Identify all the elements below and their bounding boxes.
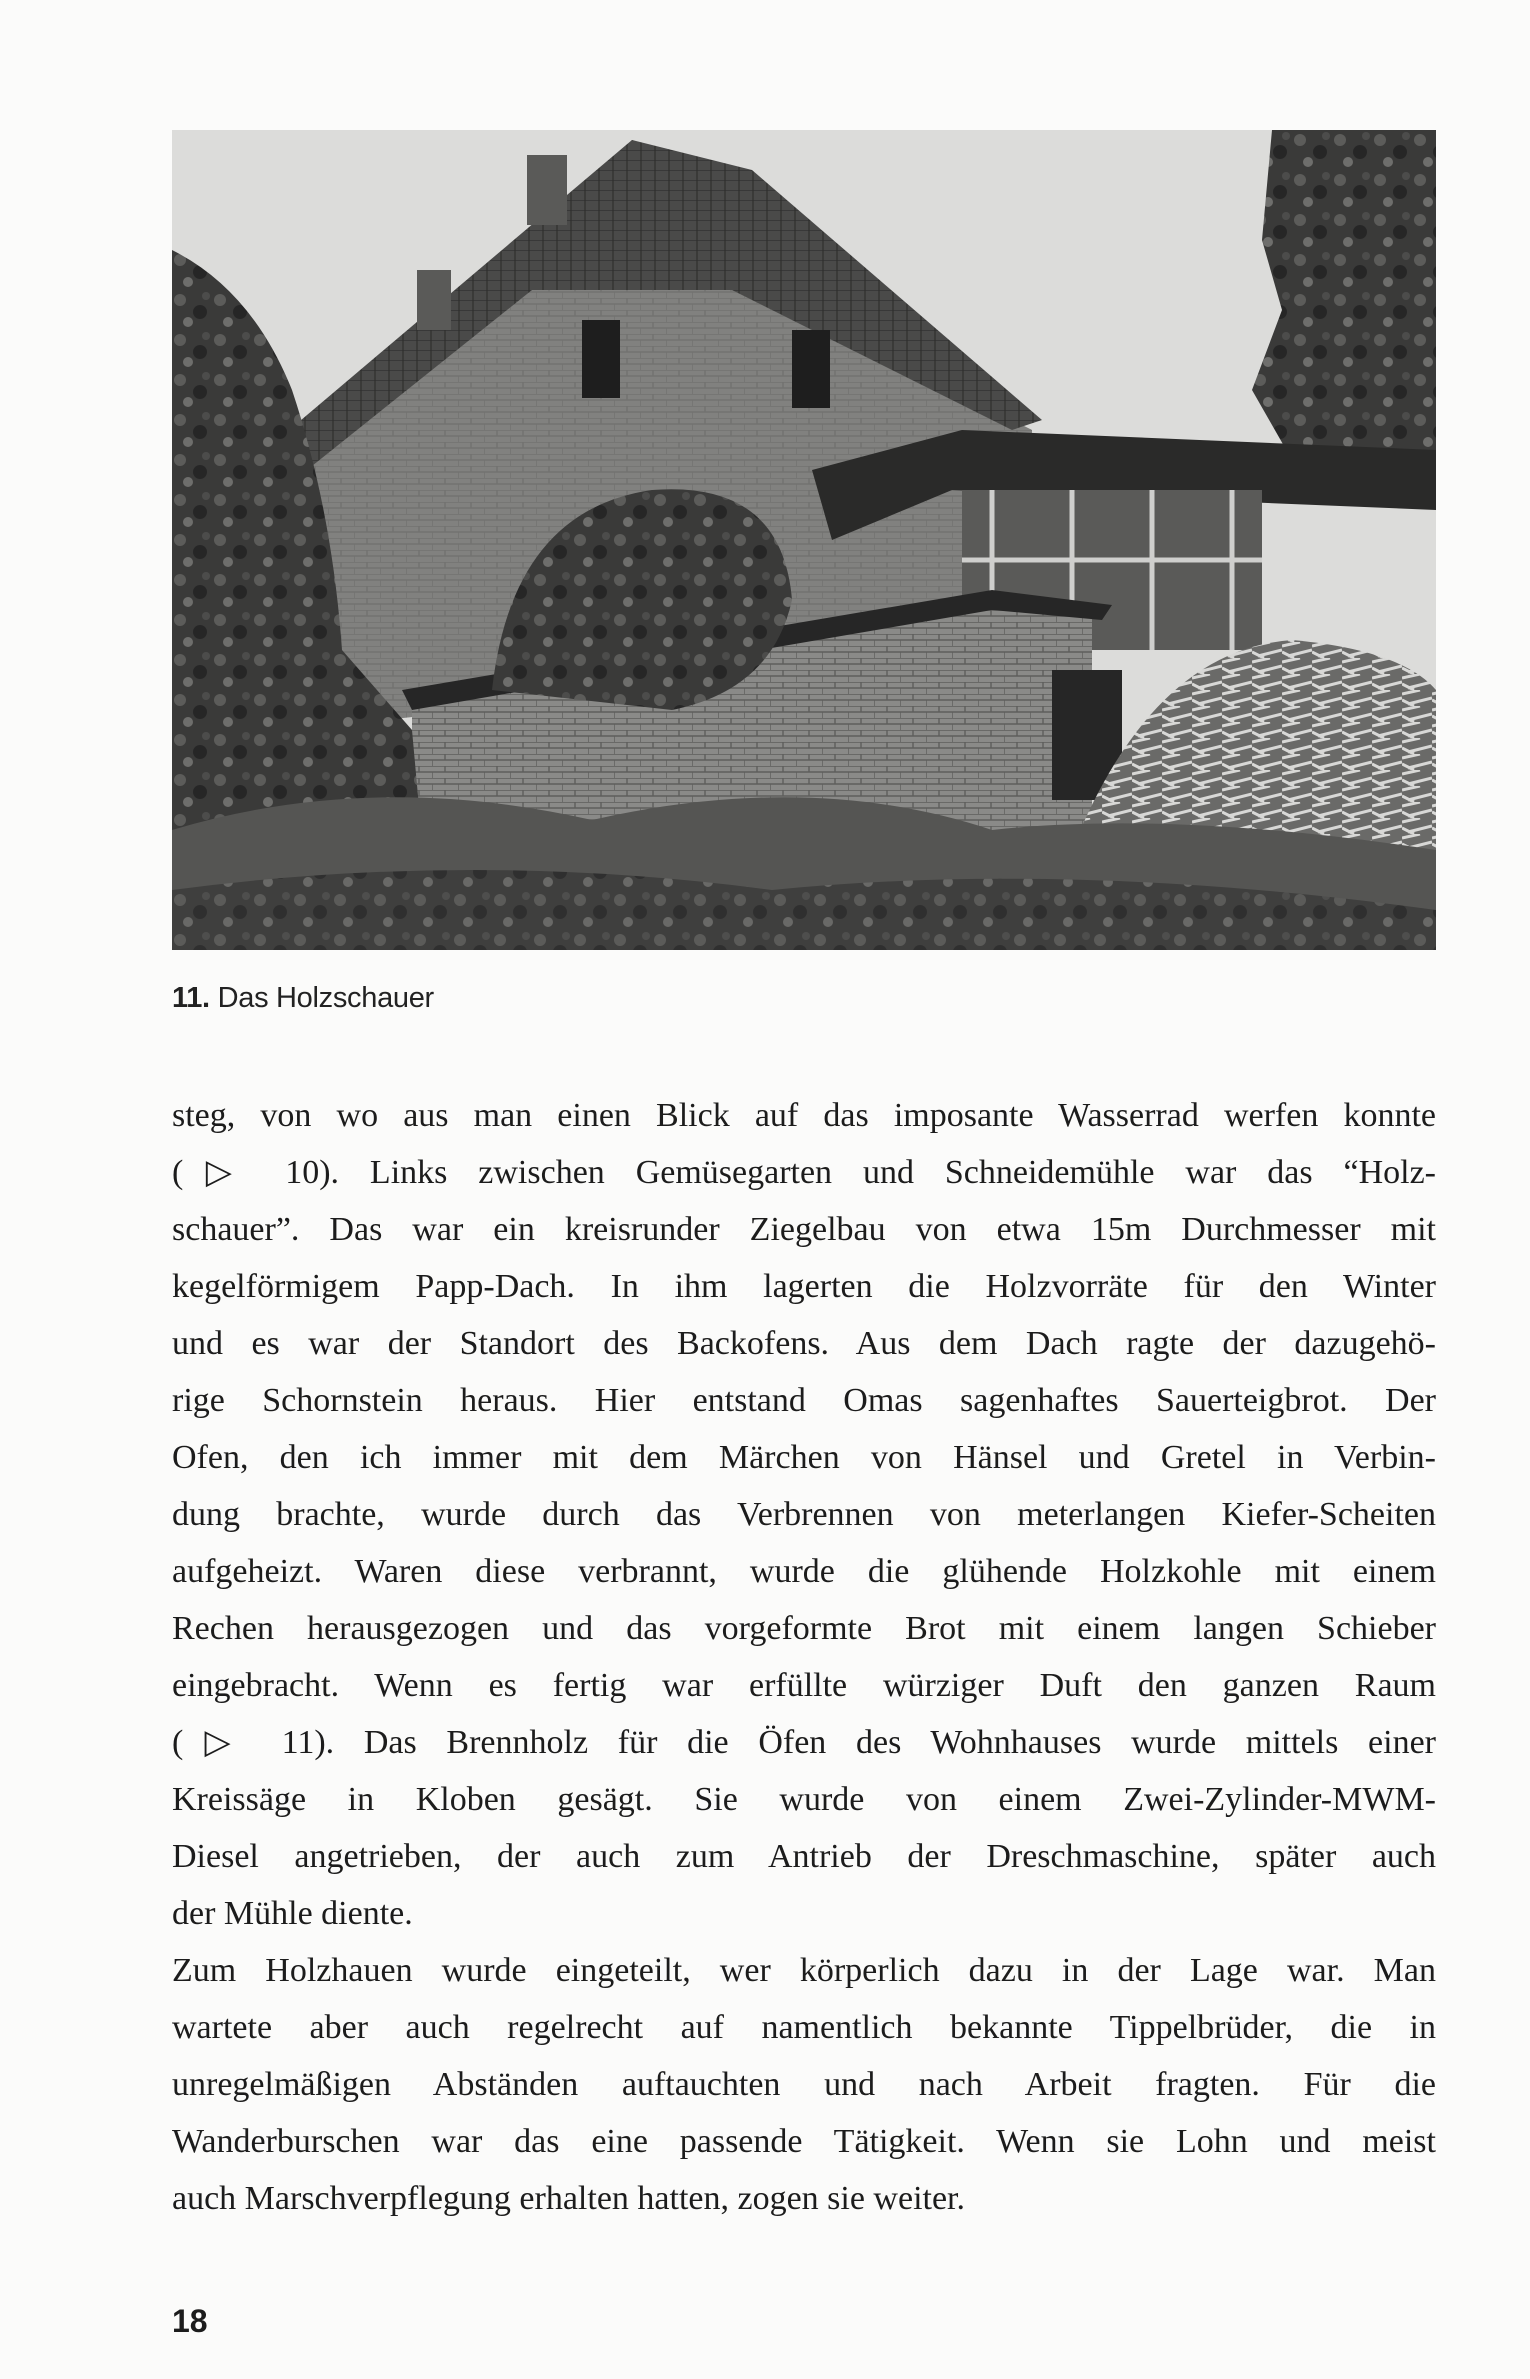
text-line: rige Schornstein heraus. Hier entstand Omas sagenhaftes Sauerteigbrot. Der bbox=[172, 1382, 1436, 1419]
body-text bbox=[172, 1087, 1436, 2227]
text-line: auch Marschverpflegung erhalten hatten, zogen sie weiter. bbox=[172, 2180, 966, 2217]
text-line: Ofen, den ich immer mit dem Märchen von Hänsel und Gretel in Verbin- bbox=[172, 1439, 1436, 1476]
text-line: aufgeheizt. Waren diese verbrannt, wurde die glühende Holzkohle mit einem bbox=[172, 1553, 1436, 1590]
page-number: 18 bbox=[172, 2303, 208, 2339]
figure-number: 11. bbox=[172, 982, 210, 1014]
text-line: der Mühle diente. bbox=[172, 1895, 413, 1932]
text-line: eingebracht. Wenn es fertig war erfüllte würziger Duft den ganzen Raum bbox=[172, 1667, 1436, 1704]
text-line: schauer”. Das war ein kreisrunder Ziegelbau von etwa 15m Durchmesser mit bbox=[172, 1211, 1436, 1248]
text-line: Diesel angetrieben, der auch zum Antrieb der Dreschmaschine, später auch bbox=[172, 1838, 1436, 1875]
text-line: steg, von wo aus man einen Blick auf das imposante Wasserrad werfen konnte bbox=[172, 1097, 1436, 1134]
text-line: kegelförmigem Papp-Dach. In ihm lagerten die Holzvorräte für den Winter bbox=[172, 1268, 1436, 1305]
text-line: wartete aber auch regelrecht auf namentlich bekannte Tippelbrüder, die in bbox=[172, 2009, 1436, 2046]
text-line: und es war der Standort des Backofens. Aus dem Dach ragte der dazugehö- bbox=[172, 1325, 1436, 1362]
photo-image bbox=[172, 130, 1436, 950]
paragraph bbox=[172, 1942, 1436, 2227]
text-line: Zum Holzhauen wurde eingeteilt, wer körperlich dazu in der Lage war. Man bbox=[172, 1952, 1436, 1989]
text-line: Kreissäge in Kloben gesägt. Sie wurde von einem Zwei-Zylinder-MWM- bbox=[172, 1781, 1436, 1818]
text-line: (▷ 10). Links zwischen Gemüsegarten und Schneidemühle war das “Holz- bbox=[172, 1154, 1436, 1191]
text-line: unregelmäßigen Abständen auftauchten und nach Arbeit fragten. Für die bbox=[172, 2066, 1436, 2103]
text-line: (▷ 11). Das Brennholz für die Öfen des Wohnhauses wurde mittels einer bbox=[172, 1724, 1436, 1761]
figure-caption bbox=[172, 982, 434, 1015]
text-line: dung brachte, wurde durch das Verbrennen von meterlangen Kiefer-Scheiten bbox=[172, 1496, 1436, 1533]
text-line: Rechen herausgezogen und das vorgeformte Brot mit einem langen Schieber bbox=[172, 1610, 1436, 1647]
figure-caption-text: Das Holzschauer bbox=[217, 982, 434, 1014]
text-line: Wanderburschen war das eine passende Tätigkeit. Wenn sie Lohn und meist bbox=[172, 2123, 1436, 2160]
paragraph bbox=[172, 1087, 1436, 1942]
photo-holzschauer bbox=[172, 130, 1436, 950]
